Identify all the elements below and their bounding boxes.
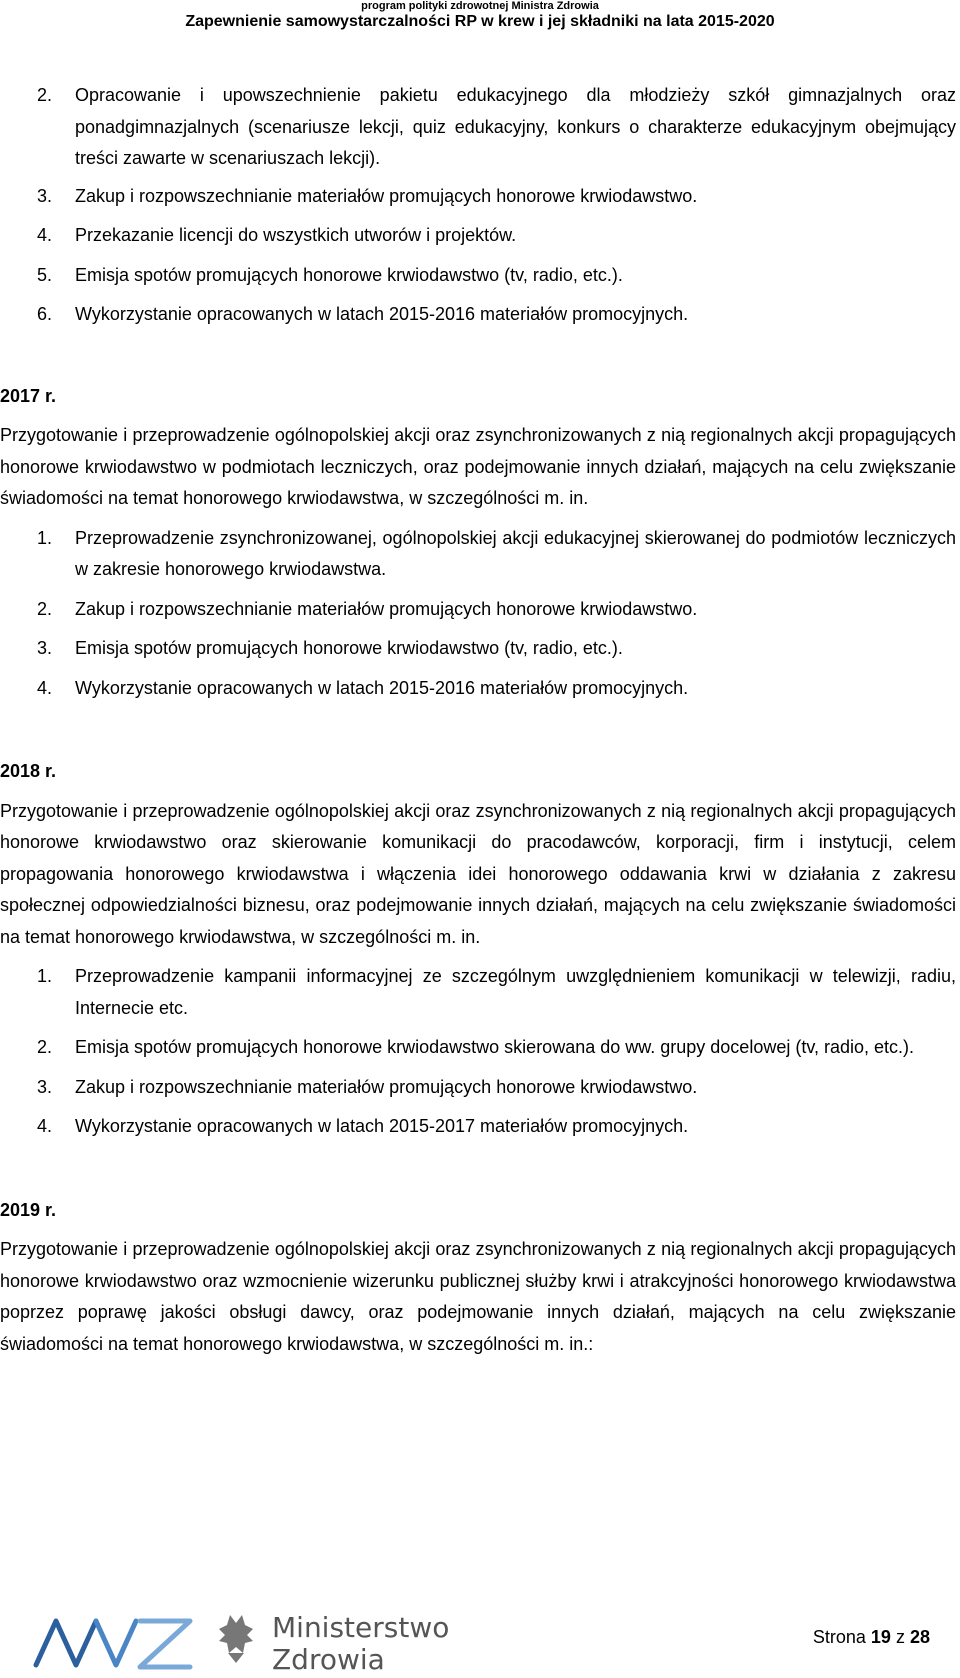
nz-logo-icon (32, 1605, 452, 1673)
list-item (0, 673, 960, 705)
list-item-number: 3. (37, 1076, 53, 1097)
list-item-text: Przeprowadzenie zsynchronizowanej, ogólnopolskiej akcji edukacyjnej skierowanej do podmiotów leczniczych w zakresie honorowego krwiodawstwa. (75, 527, 956, 579)
logo-text-zdrowia: Zdrowia (272, 1643, 385, 1673)
list-2018 (0, 961, 960, 1143)
header-title: Zapewnienie samowystarczalności RP w krew i jej składniki na lata 2015-2020 (185, 13, 775, 30)
page-number (813, 1627, 930, 1648)
list-item-number: 2. (37, 1037, 53, 1057)
list-item-text: Opracowanie i upowszechnienie pakietu edukacyjnego dla młodzieży szkół gimnazjalnych oraz ponadgimnazjalnych (scenariusze lekcji, quiz edukacyjny, konkurs o charakterze edukacyjnym obejmujący treści zawarte w scenariuszach lekcji). (75, 85, 956, 168)
list-item (0, 594, 960, 626)
list-item-number: 4. (37, 677, 53, 698)
header-program-line: program polityki zdrowotnej Ministra Zdrowia (361, 0, 599, 12)
document-body (0, 80, 960, 1360)
list-item-number: 1. (37, 527, 53, 548)
list-item-text: Wykorzystanie opracowanych w latach 2015-2016 materiałów promocyjnych. (75, 304, 689, 324)
list-item-text: Zakup i rozpowszechnianie materiałów promujących honorowe krwiodawstwo. (75, 1076, 698, 1097)
list-2016 (0, 80, 960, 331)
list-item-number: 2. (37, 85, 53, 105)
list-item-text: Przeprowadzenie kampanii informacyjnej ze szczególnym uwzględnieniem komunikacji w telewizji, radiu, Internecie etc. (75, 966, 956, 1018)
page-current: 19 (870, 1627, 891, 1647)
year-heading-2017: 2017 r. (0, 385, 57, 406)
list-item-number: 3. (37, 638, 53, 658)
list-item-text: Emisja spotów promujących honorowe krwiodawstwo (tv, radio, etc.). (75, 264, 623, 285)
paragraph-2018: Przygotowanie i przeprowadzenie ogólnopolskiej akcji oraz zsynchronizowanych z nią regionalnych akcji propagujących honorowe krwiodawstwo oraz skierowanie komunikacji do pracodawców, korporacji, firm i instytucji, celem propagowania honorowego krwiodawstwa i włączenia idei honorowego oddawania krwi w działania z zakresu społecznej odpowiedzialności biznesu, oraz podejmowanie innych działań, mających na celu zwiększanie świadomości na temat honorowego krwiodawstwa, w szczególności m. in. (0, 800, 956, 947)
page-separator: z (895, 1627, 905, 1647)
list-item-text: Wykorzystanie opracowanych w latach 2015-2016 materiałów promocyjnych. (75, 677, 689, 698)
list-item-text: Zakup i rozpowszechnianie materiałów promujących honorowe krwiodawstwo. (75, 598, 698, 619)
list-item (0, 633, 960, 665)
list-item (0, 220, 960, 252)
list-item (0, 1072, 960, 1104)
list-item (0, 523, 960, 586)
list-item-text: Wykorzystanie opracowanych w latach 2015-2017 materiałów promocyjnych. (75, 1116, 689, 1136)
list-item (0, 260, 960, 292)
list-item-text: Przekazanie licencji do wszystkich utworów i projektów. (75, 225, 517, 245)
list-item-number: 2. (37, 598, 53, 619)
list-item (0, 1032, 960, 1064)
list-item (0, 961, 960, 1024)
list-item-number: 1. (37, 966, 53, 986)
list-item-text: Zakup i rozpowszechnianie materiałów promujących honorowe krwiodawstwo. (75, 185, 698, 206)
list-item-number: 3. (37, 185, 53, 206)
list-item (0, 1111, 960, 1143)
list-item-number: 6. (37, 304, 53, 324)
paragraph-2019: Przygotowanie i przeprowadzenie ogólnopolskiej akcji oraz zsynchronizowanych z nią regionalnych akcji propagujących honorowe krwiodawstwo oraz wzmocnienie wizerunku publicznej służby krwi i atrakcyjności honorowego krwiodawstwa poprzez poprawę jakości obsługi dawcy, oraz podejmowanie innych działań, mających na celu zwiększanie świadomości na temat honorowego krwiodawstwa, w szczególności m. in.: (0, 1239, 956, 1354)
list-item-text: Emisja spotów promujących honorowe krwiodawstwo skierowana do ww. grupy docelowej (tv, radio, etc.). (75, 1037, 915, 1057)
page-total: 28 (909, 1627, 930, 1647)
list-item (0, 299, 960, 331)
year-heading-2018: 2018 r. (0, 761, 57, 781)
list-item (0, 80, 960, 175)
list-item-text: Emisja spotów promujących honorowe krwiodawstwo (tv, radio, etc.). (75, 638, 623, 658)
ministry-logo (32, 1605, 452, 1673)
list-item (0, 181, 960, 213)
eagle-emblem-icon (219, 1615, 253, 1663)
list-item-number: 5. (37, 264, 53, 285)
paragraph-2017: Przygotowanie i przeprowadzenie ogólnopolskiej akcji oraz zsynchronizowanych z nią regionalnych akcji propagujących honorowe krwiodawstwo w podmiotach leczniczych, oraz podejmowanie innych działań, mających na celu zwiększanie świadomości na temat honorowego krwiodawstwa, w szczególności m. in. (0, 425, 956, 508)
list-2017 (0, 523, 960, 705)
list-item-number: 4. (37, 1116, 53, 1136)
page-prefix: Strona (812, 1627, 866, 1647)
list-item-number: 4. (37, 225, 53, 245)
year-heading-2019: 2019 r. (0, 1199, 57, 1220)
logo-text-ministerstwo: Ministerstwo (272, 1611, 450, 1644)
